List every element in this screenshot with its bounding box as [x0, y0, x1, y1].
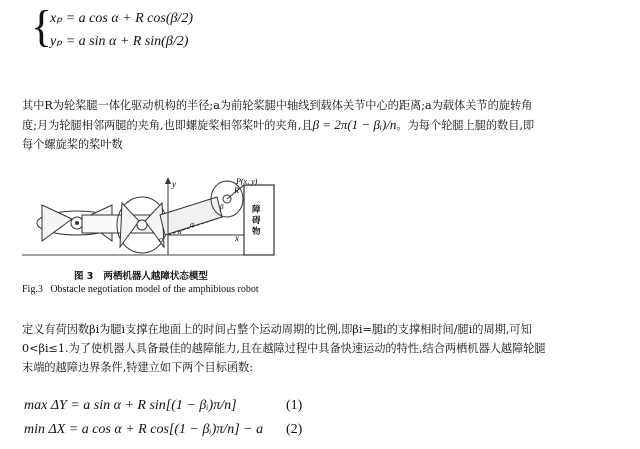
front-body-section [160, 181, 243, 235]
equation-x: xₚ = a cos α + R cos(β/2) [50, 11, 194, 26]
figure-caption-en: Fig.3 Obstacle negotiation model of the amphibious robot [22, 284, 259, 295]
paragraph-2-line-2: 0<βi≤1.为了使机器人具备最佳的越障能力,且在越障过程中具备快速运动的特性,结合两栖机器人越障轮腿 [22, 342, 546, 355]
beta-formula: β = 2π(1 − βᵢ)/n [312, 117, 397, 132]
paragraph-2-line-3: 末端的越障边界条件,特建立如下两个目标函数: [22, 361, 254, 374]
paragraph-1-line-1: 其中R为轮桨腿一体化驱动机构的半径;a为前轮桨腿中轴线到载体关节中心的距离;a为载体关节的旋转角 [22, 99, 533, 112]
equation-number-1: (1) [286, 398, 303, 413]
equation-y: yₚ = a sin α + R sin(β/2) [50, 34, 189, 49]
label-p: P(x, y) [236, 177, 258, 186]
obstacle-label: 障 碍 物 [252, 205, 261, 237]
label-r: R [234, 186, 239, 195]
front-wheel-leg [117, 197, 167, 253]
equation-number-2: (2) [286, 422, 303, 437]
label-beta: β [220, 203, 224, 211]
paragraph-1-line-2-start: 度;月为轮腿相邻两腿的夹角,也即螺旋桨相邻桨叶的夹角,且 [22, 119, 313, 132]
paragraph-1-line-3: 每个螺旋桨的桨叶数 [22, 138, 123, 151]
figure-caption-cn: 图 3 两栖机器人越障状态模型 [74, 271, 208, 282]
paragraph-1-line-2-end: 。为每个轮腿上腿的数目,即 [396, 119, 535, 132]
paragraph-1-line-2 [22, 115, 634, 135]
label-alpha: α [178, 228, 182, 236]
paragraph-2 [22, 320, 634, 377]
equation-brace: { [31, 2, 53, 51]
label-a: a [190, 220, 194, 229]
paragraph-1 [22, 96, 634, 154]
label-y: y [172, 179, 176, 189]
objective-equation-2: min ΔX = a cos α + R cos[(1 − βᵢ)π/n] − a [24, 422, 264, 437]
paragraph-2-line-1: 定义有荷因数βi为腿i支撑在地面上的时间占整个运动周期的比例,即βi=腿i的支撑相时间/腿i的周期,可知 [22, 323, 532, 336]
label-x: x [235, 233, 239, 243]
label-o: o [159, 235, 163, 244]
objective-equation-1: max ΔY = a sin α + R sin[(1 − βᵢ)π/n] [24, 398, 237, 413]
